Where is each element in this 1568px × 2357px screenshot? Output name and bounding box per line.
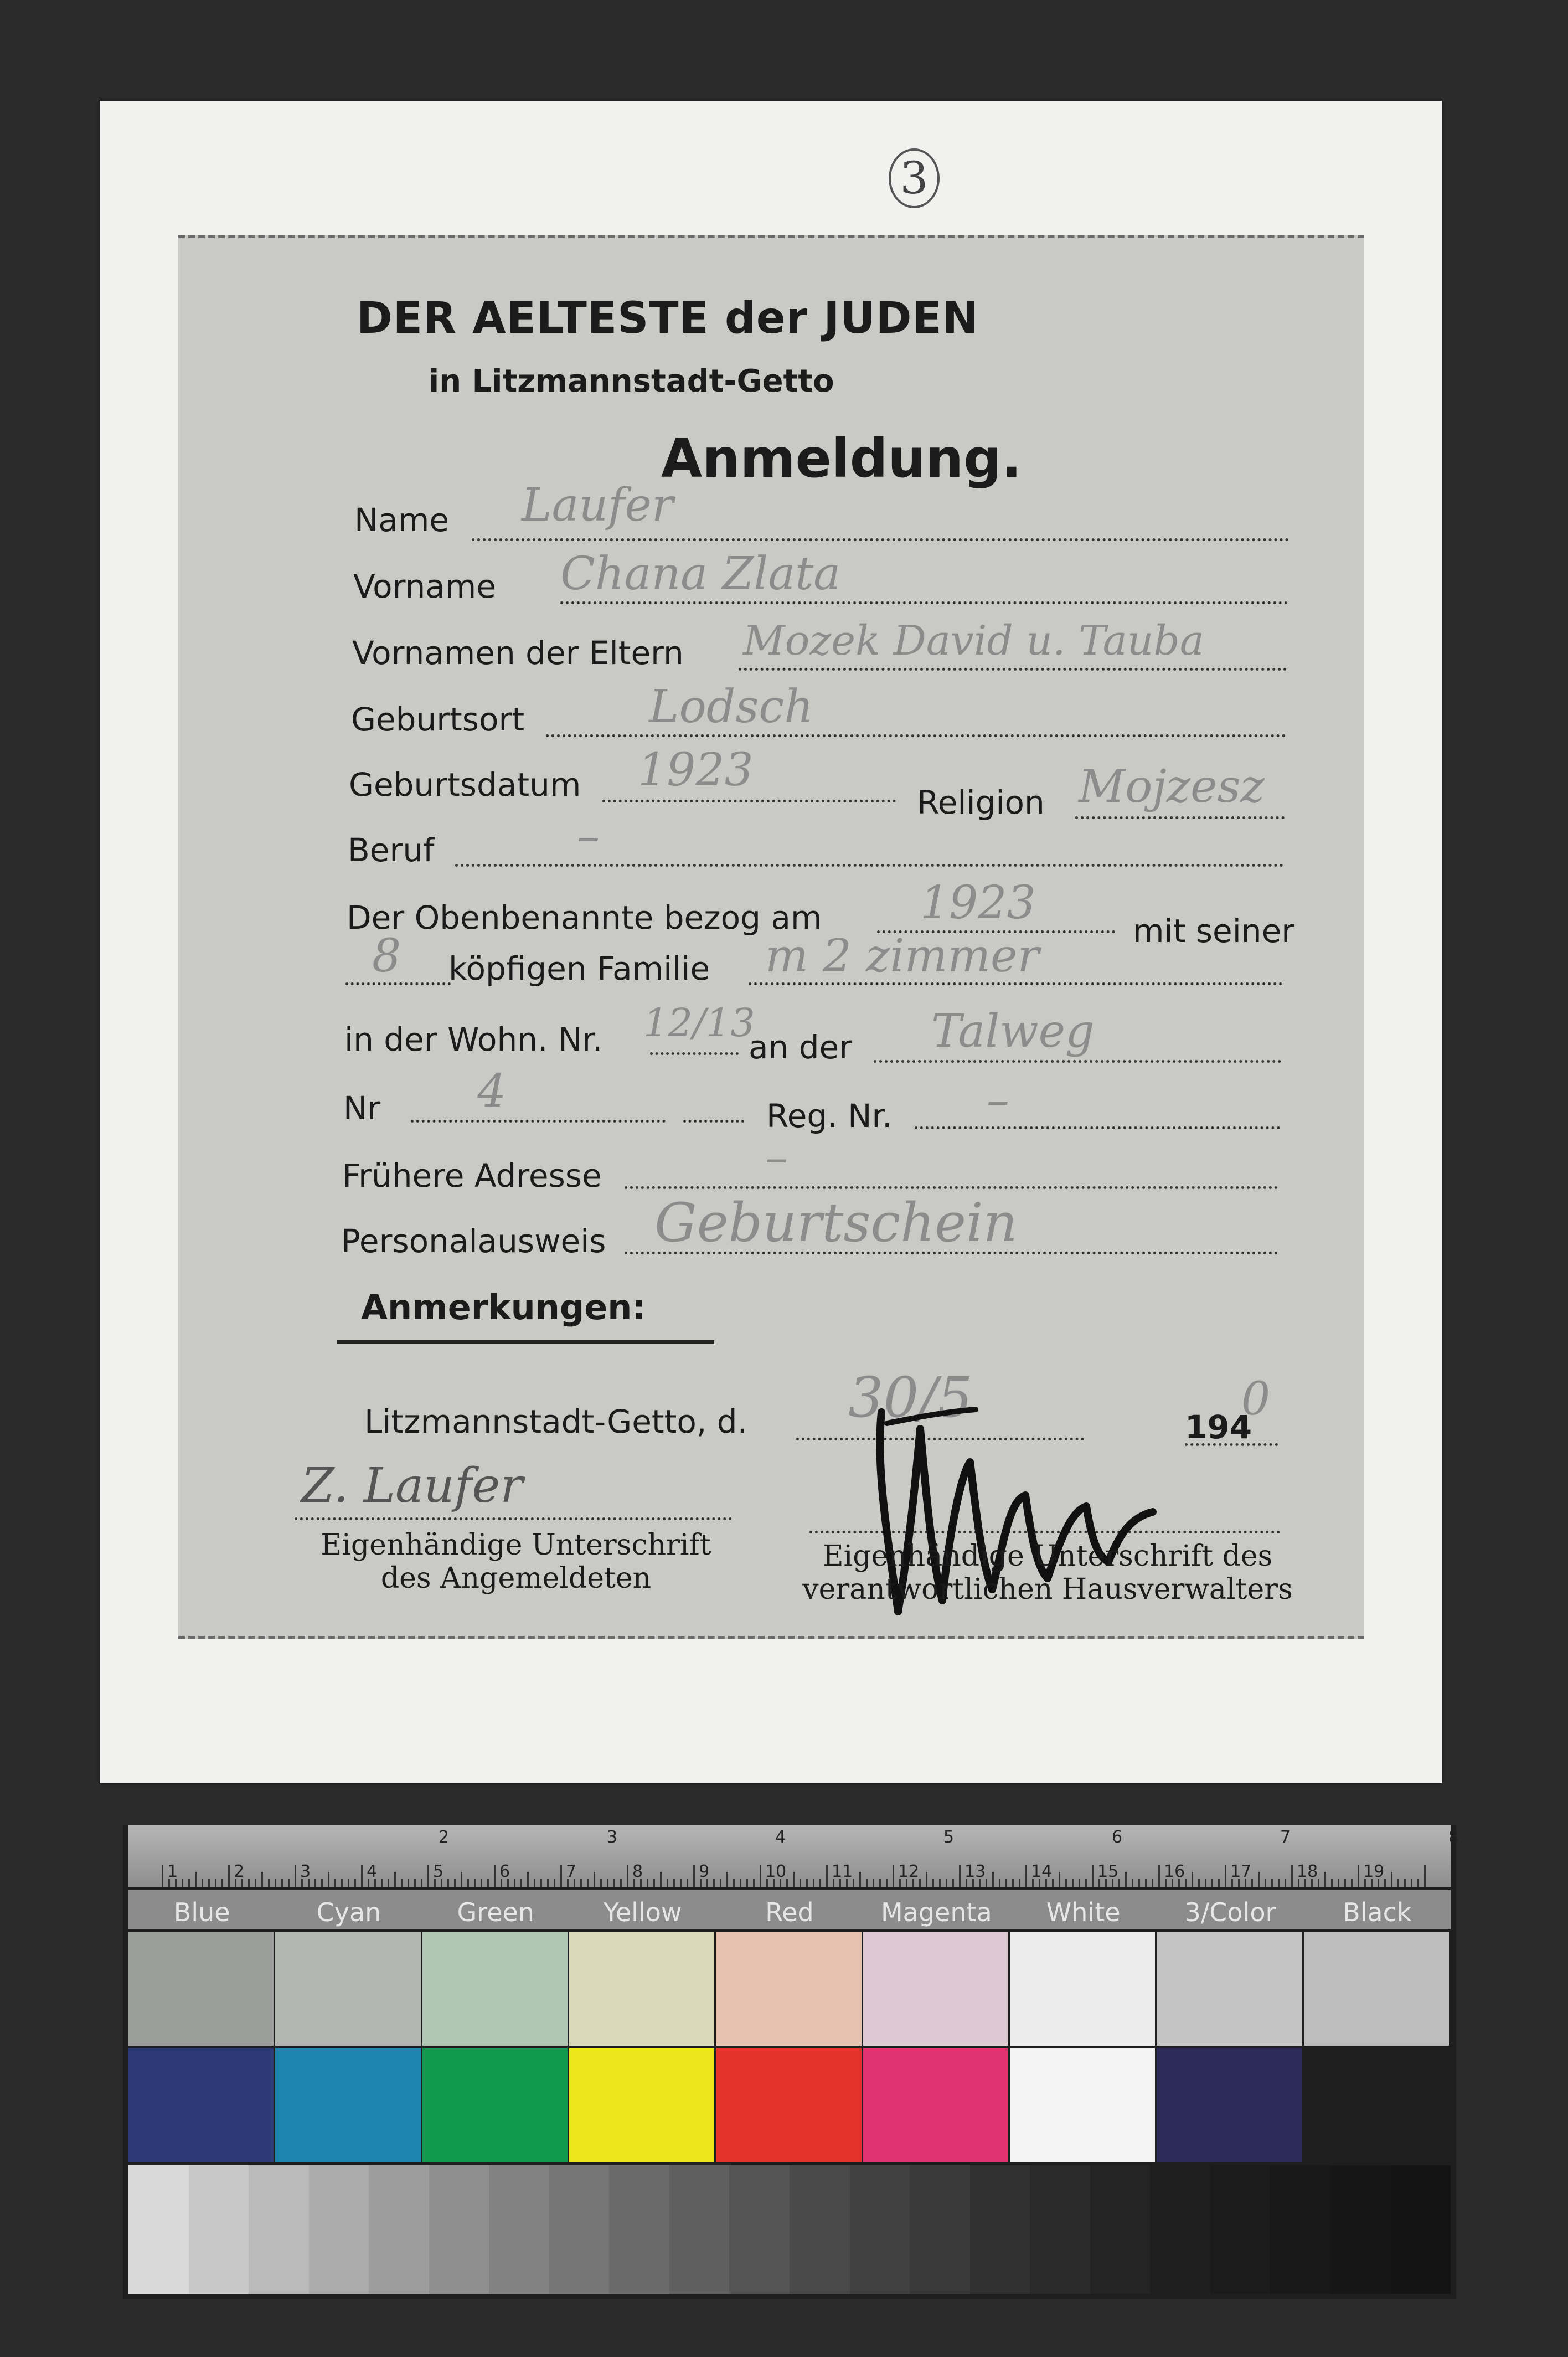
ruler-tick — [474, 1879, 476, 1887]
ruler-tick — [494, 1865, 496, 1887]
ruler-tick — [939, 1879, 941, 1887]
ruler-tick — [926, 1872, 927, 1887]
ruler-tick — [202, 1879, 203, 1887]
ruler-tick — [520, 1879, 522, 1887]
ruler-tick — [853, 1879, 854, 1887]
beruf-line — [455, 864, 1283, 867]
ruler-tick — [1324, 1872, 1326, 1887]
ruler-tick — [394, 1872, 396, 1887]
nr-line — [411, 1120, 666, 1123]
ruler-tick — [1251, 1879, 1253, 1887]
an-der-label: an der — [749, 1028, 853, 1066]
religion-label: Religion — [917, 784, 1045, 821]
ruler-tick — [461, 1872, 462, 1887]
ruler-tick — [1384, 1879, 1386, 1887]
ruler-tick — [221, 1879, 223, 1887]
ruler-tick — [1338, 1879, 1339, 1887]
signature-left-label-2: des Angemeldeten — [380, 1562, 652, 1595]
ruler-tick — [188, 1879, 190, 1887]
anmerkungen-label: Anmerkungen: — [361, 1287, 646, 1327]
ruler — [128, 1825, 1459, 1887]
ruler-tick — [295, 1865, 296, 1887]
ruler-tick — [547, 1879, 549, 1887]
mit-seiner-label: mit seiner — [1133, 912, 1295, 950]
ruler-tick — [1072, 1879, 1074, 1887]
ruler-tick — [1145, 1879, 1147, 1887]
ruler-number: 4 — [367, 1862, 378, 1881]
geburtsdatum-label: Geburtsdatum — [349, 766, 581, 804]
ruler-tick — [1152, 1879, 1153, 1887]
ruler-tick — [667, 1879, 668, 1887]
geburtsort-value: Lodsch — [649, 681, 814, 733]
ruler-tick — [1285, 1879, 1286, 1887]
ruler-tick — [281, 1879, 283, 1887]
ruler-tick — [893, 1865, 894, 1887]
ruler-tick — [1092, 1865, 1094, 1887]
ruler-tick — [560, 1865, 562, 1887]
ruler-tick — [427, 1865, 429, 1887]
color-patch — [275, 2048, 420, 2162]
ruler-tick — [1211, 1879, 1213, 1887]
color-patch — [128, 2048, 274, 2162]
ruler-number: 16 — [1164, 1862, 1185, 1881]
nr-value: 4 — [477, 1065, 507, 1118]
wohn-value: 12/13 — [643, 1000, 755, 1046]
ruler-tick — [381, 1879, 383, 1887]
org-name: DER AELTESTE der JUDEN — [357, 294, 979, 343]
ruler-tick — [613, 1879, 615, 1887]
year-suffix: 0 — [1241, 1373, 1271, 1425]
ruler-tick — [454, 1879, 456, 1887]
ruler-tick — [753, 1879, 755, 1887]
an-der-value: Talweg — [931, 1005, 1095, 1058]
signature-right-label — [798, 1540, 1297, 1606]
page-number: 3 — [889, 148, 940, 208]
ruler-tick — [1271, 1879, 1273, 1887]
gray-step — [1330, 2165, 1391, 2294]
ruler-tick — [1278, 1879, 1280, 1887]
ruler-tick — [1265, 1879, 1266, 1887]
color-patch — [863, 1932, 1008, 2046]
ruler-tick — [687, 1879, 688, 1887]
patch-label: Yellow — [603, 1897, 682, 1927]
ruler-inch-number: 7 — [1280, 1828, 1291, 1847]
patch-label: Magenta — [880, 1897, 992, 1927]
ruler-tick — [1318, 1879, 1319, 1887]
ruler-number: 6 — [499, 1862, 510, 1881]
ruler-tick — [1005, 1879, 1007, 1887]
ruler-tick — [879, 1879, 881, 1887]
ruler-tick — [793, 1872, 795, 1887]
ruler-tick — [334, 1879, 336, 1887]
ruler-tick — [1012, 1879, 1014, 1887]
ruler-inch-number: 8 — [1448, 1828, 1459, 1847]
gray-step — [609, 2165, 669, 2294]
ruler-tick — [288, 1879, 290, 1887]
ruler-tick — [1198, 1879, 1200, 1887]
patch-labels-bar — [128, 1890, 1451, 1929]
color-patch — [422, 2048, 568, 2162]
fruehere-line — [625, 1186, 1278, 1189]
geburtsort-line — [546, 734, 1286, 737]
ruler-tick — [627, 1865, 628, 1887]
ruler-tick — [580, 1879, 582, 1887]
signature-left-label — [267, 1529, 765, 1595]
ruler-tick — [587, 1879, 589, 1887]
patch-row-bottom — [128, 2048, 1451, 2162]
ruler-tick — [919, 1879, 921, 1887]
gray-step — [128, 2165, 189, 2294]
fruehere-value: – — [765, 1131, 788, 1184]
ausweis-value: Geburtschein — [654, 1192, 1018, 1254]
year-line — [1185, 1443, 1278, 1446]
ruler-tick — [261, 1872, 263, 1887]
ruler-tick — [182, 1879, 183, 1887]
geburtsdatum-line — [602, 800, 896, 802]
beruf-label: Beruf — [348, 831, 435, 869]
signature-right-label-2: verantwortlichen Hausverwalters — [802, 1573, 1293, 1606]
ruler-number: 15 — [1097, 1862, 1119, 1881]
ruler-number: 9 — [699, 1862, 710, 1881]
ruler-tick — [952, 1879, 954, 1887]
ruler-tick — [800, 1879, 801, 1887]
ruler-tick — [647, 1879, 648, 1887]
ruler-tick — [447, 1879, 449, 1887]
fruehere-label: Frühere Adresse — [342, 1157, 602, 1195]
ruler-tick — [746, 1879, 748, 1887]
gray-step — [970, 2165, 1030, 2294]
ruler-tick — [1344, 1879, 1346, 1887]
gray-step — [1150, 2165, 1210, 2294]
ruler-number: 12 — [898, 1862, 920, 1881]
signature-left-value: Z. Laufer — [301, 1458, 523, 1514]
ruler-tick — [1331, 1879, 1333, 1887]
ruler-tick — [992, 1872, 994, 1887]
gray-step — [489, 2165, 549, 2294]
gray-step — [429, 2165, 489, 2294]
color-patch — [569, 2048, 714, 2162]
vorname-label: Vorname — [353, 568, 496, 605]
ruler-tick — [1059, 1872, 1060, 1887]
ruler-tick — [1404, 1879, 1406, 1887]
ruler-tick — [408, 1879, 409, 1887]
ruler-tick — [1052, 1879, 1054, 1887]
vorname-value: Chana Zlata — [560, 548, 841, 600]
ruler-tick — [680, 1879, 682, 1887]
ruler-number: 18 — [1297, 1862, 1318, 1881]
ruler-tick — [361, 1865, 363, 1887]
ruler-tick — [1291, 1865, 1293, 1887]
ruler-tick — [673, 1879, 675, 1887]
ruler-inch-number: 5 — [943, 1828, 955, 1847]
ruler-tick — [1085, 1879, 1087, 1887]
ruler-number: 2 — [234, 1862, 245, 1881]
name-value: Laufer — [522, 479, 674, 532]
ruler-tick — [713, 1879, 715, 1887]
ruler-tick — [328, 1872, 329, 1887]
form-title: Anmeldung. — [661, 428, 1022, 490]
color-patch — [863, 2048, 1008, 2162]
color-patch — [1304, 1932, 1449, 2046]
ruler-tick — [932, 1879, 934, 1887]
ruler-inch-number: 6 — [1112, 1828, 1123, 1847]
ruler-tick — [1125, 1872, 1127, 1887]
patch-row-top — [128, 1932, 1451, 2046]
ruler-tick — [959, 1865, 961, 1887]
ruler-tick — [660, 1872, 662, 1887]
nr-line-2 — [683, 1120, 744, 1123]
ruler-tick — [321, 1879, 323, 1887]
ruler-tick — [534, 1879, 535, 1887]
ruler-tick — [1358, 1865, 1359, 1887]
patch-label: Green — [457, 1897, 534, 1927]
color-calibration-target — [123, 1825, 1459, 2299]
ruler-tick — [162, 1865, 163, 1887]
color-patch — [128, 1932, 274, 2046]
ruler-tick — [388, 1879, 389, 1887]
ruler-tick — [806, 1879, 808, 1887]
eltern-label: Vornamen der Eltern — [352, 634, 684, 672]
ruler-tick — [1132, 1879, 1133, 1887]
patch-label: White — [1046, 1897, 1121, 1927]
color-patch — [422, 1932, 568, 2046]
color-patch — [1157, 1932, 1302, 2046]
ruler-number: 14 — [1031, 1862, 1053, 1881]
place-label: Litzmannstadt-Getto, d. — [364, 1403, 748, 1440]
signature-left-line — [295, 1517, 732, 1520]
ruler-tick — [1079, 1879, 1080, 1887]
religion-line — [1075, 816, 1285, 819]
ruler-tick — [999, 1879, 1000, 1887]
ruler-tick — [1351, 1879, 1353, 1887]
ruler-tick — [481, 1879, 482, 1887]
eltern-value: Mozek David u. Tauba — [743, 617, 1204, 665]
ruler-tick — [487, 1879, 489, 1887]
beruf-value: – — [577, 810, 600, 863]
ruler-tick — [1218, 1879, 1220, 1887]
gray-step — [1390, 2165, 1451, 2294]
familie-line — [749, 982, 1282, 985]
ruler-tick — [1019, 1879, 1020, 1887]
patch-label: Blue — [173, 1897, 230, 1927]
ruler-tick — [826, 1865, 828, 1887]
ruler-tick — [866, 1879, 868, 1887]
ruler-tick — [467, 1879, 469, 1887]
ruler-tick — [1391, 1872, 1392, 1887]
ruler-tick — [514, 1879, 515, 1887]
ruler-tick — [1397, 1879, 1399, 1887]
patch-label: Black — [1343, 1897, 1412, 1927]
ruler-tick — [540, 1879, 542, 1887]
color-patch — [716, 1932, 861, 2046]
ruler-inch-number: 2 — [439, 1828, 450, 1847]
ruler-number: 17 — [1230, 1862, 1252, 1881]
ruler-tick — [1065, 1879, 1067, 1887]
ruler-tick — [600, 1879, 602, 1887]
ruler-tick — [268, 1879, 270, 1887]
ruler-tick — [1424, 1865, 1426, 1887]
patch-label: Red — [765, 1897, 814, 1927]
ruler-tick — [1417, 1879, 1419, 1887]
ruler-number: 19 — [1363, 1862, 1385, 1881]
ruler-tick — [527, 1872, 529, 1887]
ruler-number: 8 — [632, 1862, 643, 1881]
ruler-tick — [1158, 1865, 1160, 1887]
ruler-inch-number: 4 — [775, 1828, 786, 1847]
ruler-tick — [248, 1879, 250, 1887]
ruler-tick — [986, 1879, 987, 1887]
ruler-number: 11 — [832, 1862, 853, 1881]
signature-right-label-1: Eigenhändige Unterschrift des — [822, 1540, 1273, 1573]
color-patch — [1304, 2048, 1449, 2162]
date-value: 30/5 — [848, 1365, 973, 1430]
reg-value: – — [987, 1074, 1009, 1126]
ruler-tick — [886, 1879, 888, 1887]
color-patch — [569, 1932, 714, 2046]
ruler-tick — [255, 1879, 256, 1887]
patch-label: Cyan — [316, 1897, 381, 1927]
org-location: in Litzmannstadt-Getto — [429, 363, 834, 399]
geburtsdatum-value: 1923 — [638, 744, 754, 796]
ruler-tick — [786, 1879, 788, 1887]
obenbenannte-label: Der Obenbenannte bezog am — [347, 899, 822, 936]
gray-step — [669, 2165, 730, 2294]
gray-step — [1210, 2165, 1271, 2294]
ruler-number: 13 — [964, 1862, 986, 1881]
gray-step — [850, 2165, 910, 2294]
ruler-tick — [873, 1879, 874, 1887]
color-patch — [1157, 2048, 1302, 2162]
gray-step — [729, 2165, 790, 2294]
ruler-tick — [653, 1879, 655, 1887]
ruler-tick — [693, 1865, 695, 1887]
ruler-tick — [726, 1872, 728, 1887]
ruler-tick — [1192, 1872, 1193, 1887]
ruler-tick — [354, 1879, 356, 1887]
gray-step — [249, 2165, 309, 2294]
gray-step — [549, 2165, 610, 2294]
registration-form — [178, 235, 1364, 1639]
ruler-tick — [813, 1879, 814, 1887]
ruler-number: 3 — [300, 1862, 311, 1881]
ruler-tick — [1258, 1872, 1260, 1887]
ruler-tick — [946, 1879, 947, 1887]
gray-step — [1270, 2165, 1330, 2294]
gray-step — [1090, 2165, 1151, 2294]
color-patch — [1010, 2048, 1155, 2162]
ruler-tick — [720, 1879, 721, 1887]
ruler-tick — [195, 1872, 197, 1887]
ruler-tick — [1118, 1879, 1120, 1887]
signature-left-label-1: Eigenhändige Unterschrift — [321, 1529, 711, 1562]
ruler-tick — [859, 1872, 861, 1887]
ruler-tick — [740, 1879, 741, 1887]
ruler-number: 1 — [167, 1862, 178, 1881]
ruler-tick — [607, 1879, 608, 1887]
familie-label: köpfigen Familie — [448, 950, 710, 987]
reg-label: Reg. Nr. — [766, 1097, 893, 1135]
ruler-number: 10 — [765, 1862, 787, 1881]
gray-step — [309, 2165, 369, 2294]
koepfig-line — [345, 982, 451, 985]
ruler-tick — [228, 1865, 230, 1887]
geburtsort-label: Geburtsort — [351, 701, 525, 738]
color-patch — [716, 2048, 861, 2162]
religion-value: Mojzesz — [1079, 760, 1265, 813]
ausweis-label: Personalausweis — [341, 1222, 606, 1260]
anmerkungen-underline — [337, 1340, 714, 1344]
color-patch — [275, 1932, 420, 2046]
ruler-tick — [215, 1879, 216, 1887]
nr-label: Nr — [343, 1089, 381, 1127]
name-label: Name — [354, 501, 450, 539]
familie-value: m 2 zimmer — [765, 930, 1039, 982]
gray-step — [189, 2165, 249, 2294]
ruler-tick — [760, 1865, 761, 1887]
gray-step — [369, 2165, 429, 2294]
eltern-line — [739, 668, 1287, 671]
gray-scale — [128, 2165, 1451, 2294]
wohn-label: in der Wohn. Nr. — [344, 1021, 603, 1058]
ruler-inch-number: 3 — [607, 1828, 618, 1847]
ruler-tick — [1411, 1879, 1412, 1887]
ruler-number: 5 — [433, 1862, 444, 1881]
ruler-tick — [1205, 1879, 1206, 1887]
ruler-tick — [819, 1879, 821, 1887]
ruler-tick — [401, 1879, 403, 1887]
ruler-tick — [1025, 1865, 1027, 1887]
an-der-line — [874, 1060, 1281, 1063]
ruler-tick — [348, 1879, 349, 1887]
ruler-tick — [1138, 1879, 1140, 1887]
color-patch — [1010, 1932, 1155, 2046]
ruler-number: 7 — [566, 1862, 577, 1881]
ruler-tick — [733, 1879, 735, 1887]
ruler-tick — [421, 1879, 422, 1887]
ruler-tick — [1225, 1865, 1226, 1887]
ruler-tick — [341, 1879, 343, 1887]
ruler-tick — [1185, 1879, 1187, 1887]
ruler-tick — [314, 1879, 316, 1887]
reg-line — [915, 1126, 1280, 1129]
gray-step — [1030, 2165, 1090, 2294]
koepfig-value: 8 — [372, 930, 401, 982]
ruler-tick — [594, 1872, 595, 1887]
name-line — [472, 538, 1289, 541]
gray-step — [910, 2165, 970, 2294]
wohn-line — [650, 1052, 739, 1055]
ruler-tick — [414, 1879, 416, 1887]
gray-step — [790, 2165, 850, 2294]
year-label: 194 — [1185, 1408, 1252, 1446]
vorname-line — [560, 601, 1288, 604]
ruler-tick — [208, 1879, 210, 1887]
patch-label: 3/Color — [1184, 1897, 1276, 1927]
ruler-tick — [554, 1879, 555, 1887]
ruler-tick — [620, 1879, 622, 1887]
ruler-tick — [275, 1879, 276, 1887]
obenbenannte-value: 1923 — [920, 877, 1036, 929]
